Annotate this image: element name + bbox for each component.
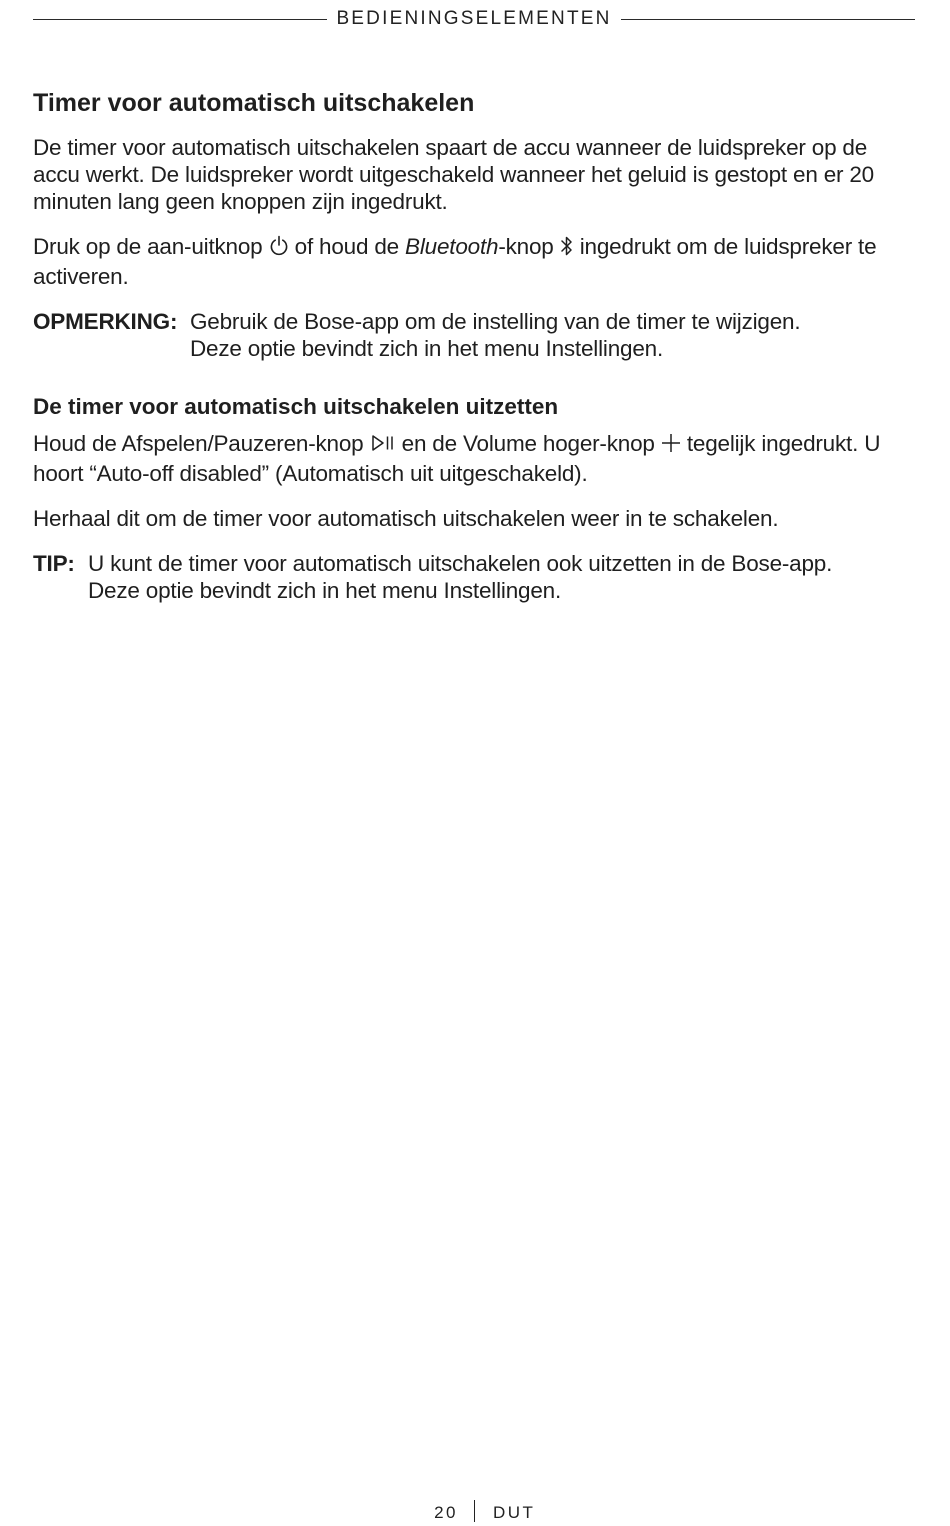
- disable-text-1: Houd de Afspelen/Pauzeren-knop: [33, 431, 364, 456]
- header-title: BEDIENINGSELEMENTEN: [336, 8, 612, 29]
- disable-text-2: en de Volume hoger-knop: [401, 431, 655, 456]
- tip-label: TIP:: [33, 551, 75, 576]
- header-rule-left: [33, 19, 327, 20]
- note-line-2: Deze optie bevindt zich in het menu Instellingen.: [190, 336, 663, 361]
- page-footer: [0, 1500, 950, 1526]
- activate-text-2: of houd de: [294, 234, 399, 259]
- language-code: DUT: [493, 1503, 536, 1522]
- tip-line-1: U kunt de timer voor automatisch uitschakelen ook uitzetten in de Bose-app.: [88, 551, 833, 576]
- disable-text-3: tegelijk ingedrukt. U hoort “Auto-off disabled” (Automatisch uit uitgeschakeld).: [33, 431, 881, 486]
- page-header: [33, 8, 915, 30]
- play-pause-icon: [370, 432, 396, 460]
- note-text: [190, 308, 800, 362]
- header-rule-right: [621, 19, 915, 20]
- repeat-paragraph: Herhaal dit om de timer voor automatisch uitschakelen weer in te schakelen.: [33, 506, 779, 531]
- activate-text-3: -knop: [498, 234, 554, 259]
- footer-separator: [474, 1500, 475, 1522]
- tip-text: [88, 550, 832, 604]
- note-tip: [33, 550, 915, 604]
- activate-paragraph: [33, 233, 915, 290]
- tip-line-2: Deze optie bevindt zich in het menu Instellingen.: [88, 578, 561, 603]
- note-opmerking: [33, 308, 915, 362]
- intro-paragraph: De timer voor automatisch uitschakelen spaart de accu wanneer de luidspreker op de accu werkt. De luidspreker wordt uitgeschakeld wanneer het geluid is gestopt en er 20 minuten lang geen knoppen zijn ingedrukt.: [33, 135, 874, 214]
- note-label: OPMERKING:: [33, 309, 178, 334]
- power-icon: [269, 235, 289, 263]
- page-content: [33, 86, 915, 634]
- bluetooth-word: Bluetooth: [405, 234, 499, 259]
- page-number: 20: [434, 1503, 458, 1522]
- activate-text-1: Druk op de aan-uitknop: [33, 234, 263, 259]
- subsection-title: De timer voor automatisch uitschakelen uitzetten: [33, 394, 559, 419]
- disable-paragraph: [33, 430, 915, 487]
- note-line-1: Gebruik de Bose-app om de instelling van de timer te wijzigen.: [190, 309, 801, 334]
- section-title: Timer voor automatisch uitschakelen: [33, 89, 475, 117]
- plus-icon: [661, 432, 681, 460]
- activate-text-4: ingedrukt om de luidspreker te activeren.: [33, 234, 877, 289]
- bluetooth-icon: [560, 235, 574, 263]
